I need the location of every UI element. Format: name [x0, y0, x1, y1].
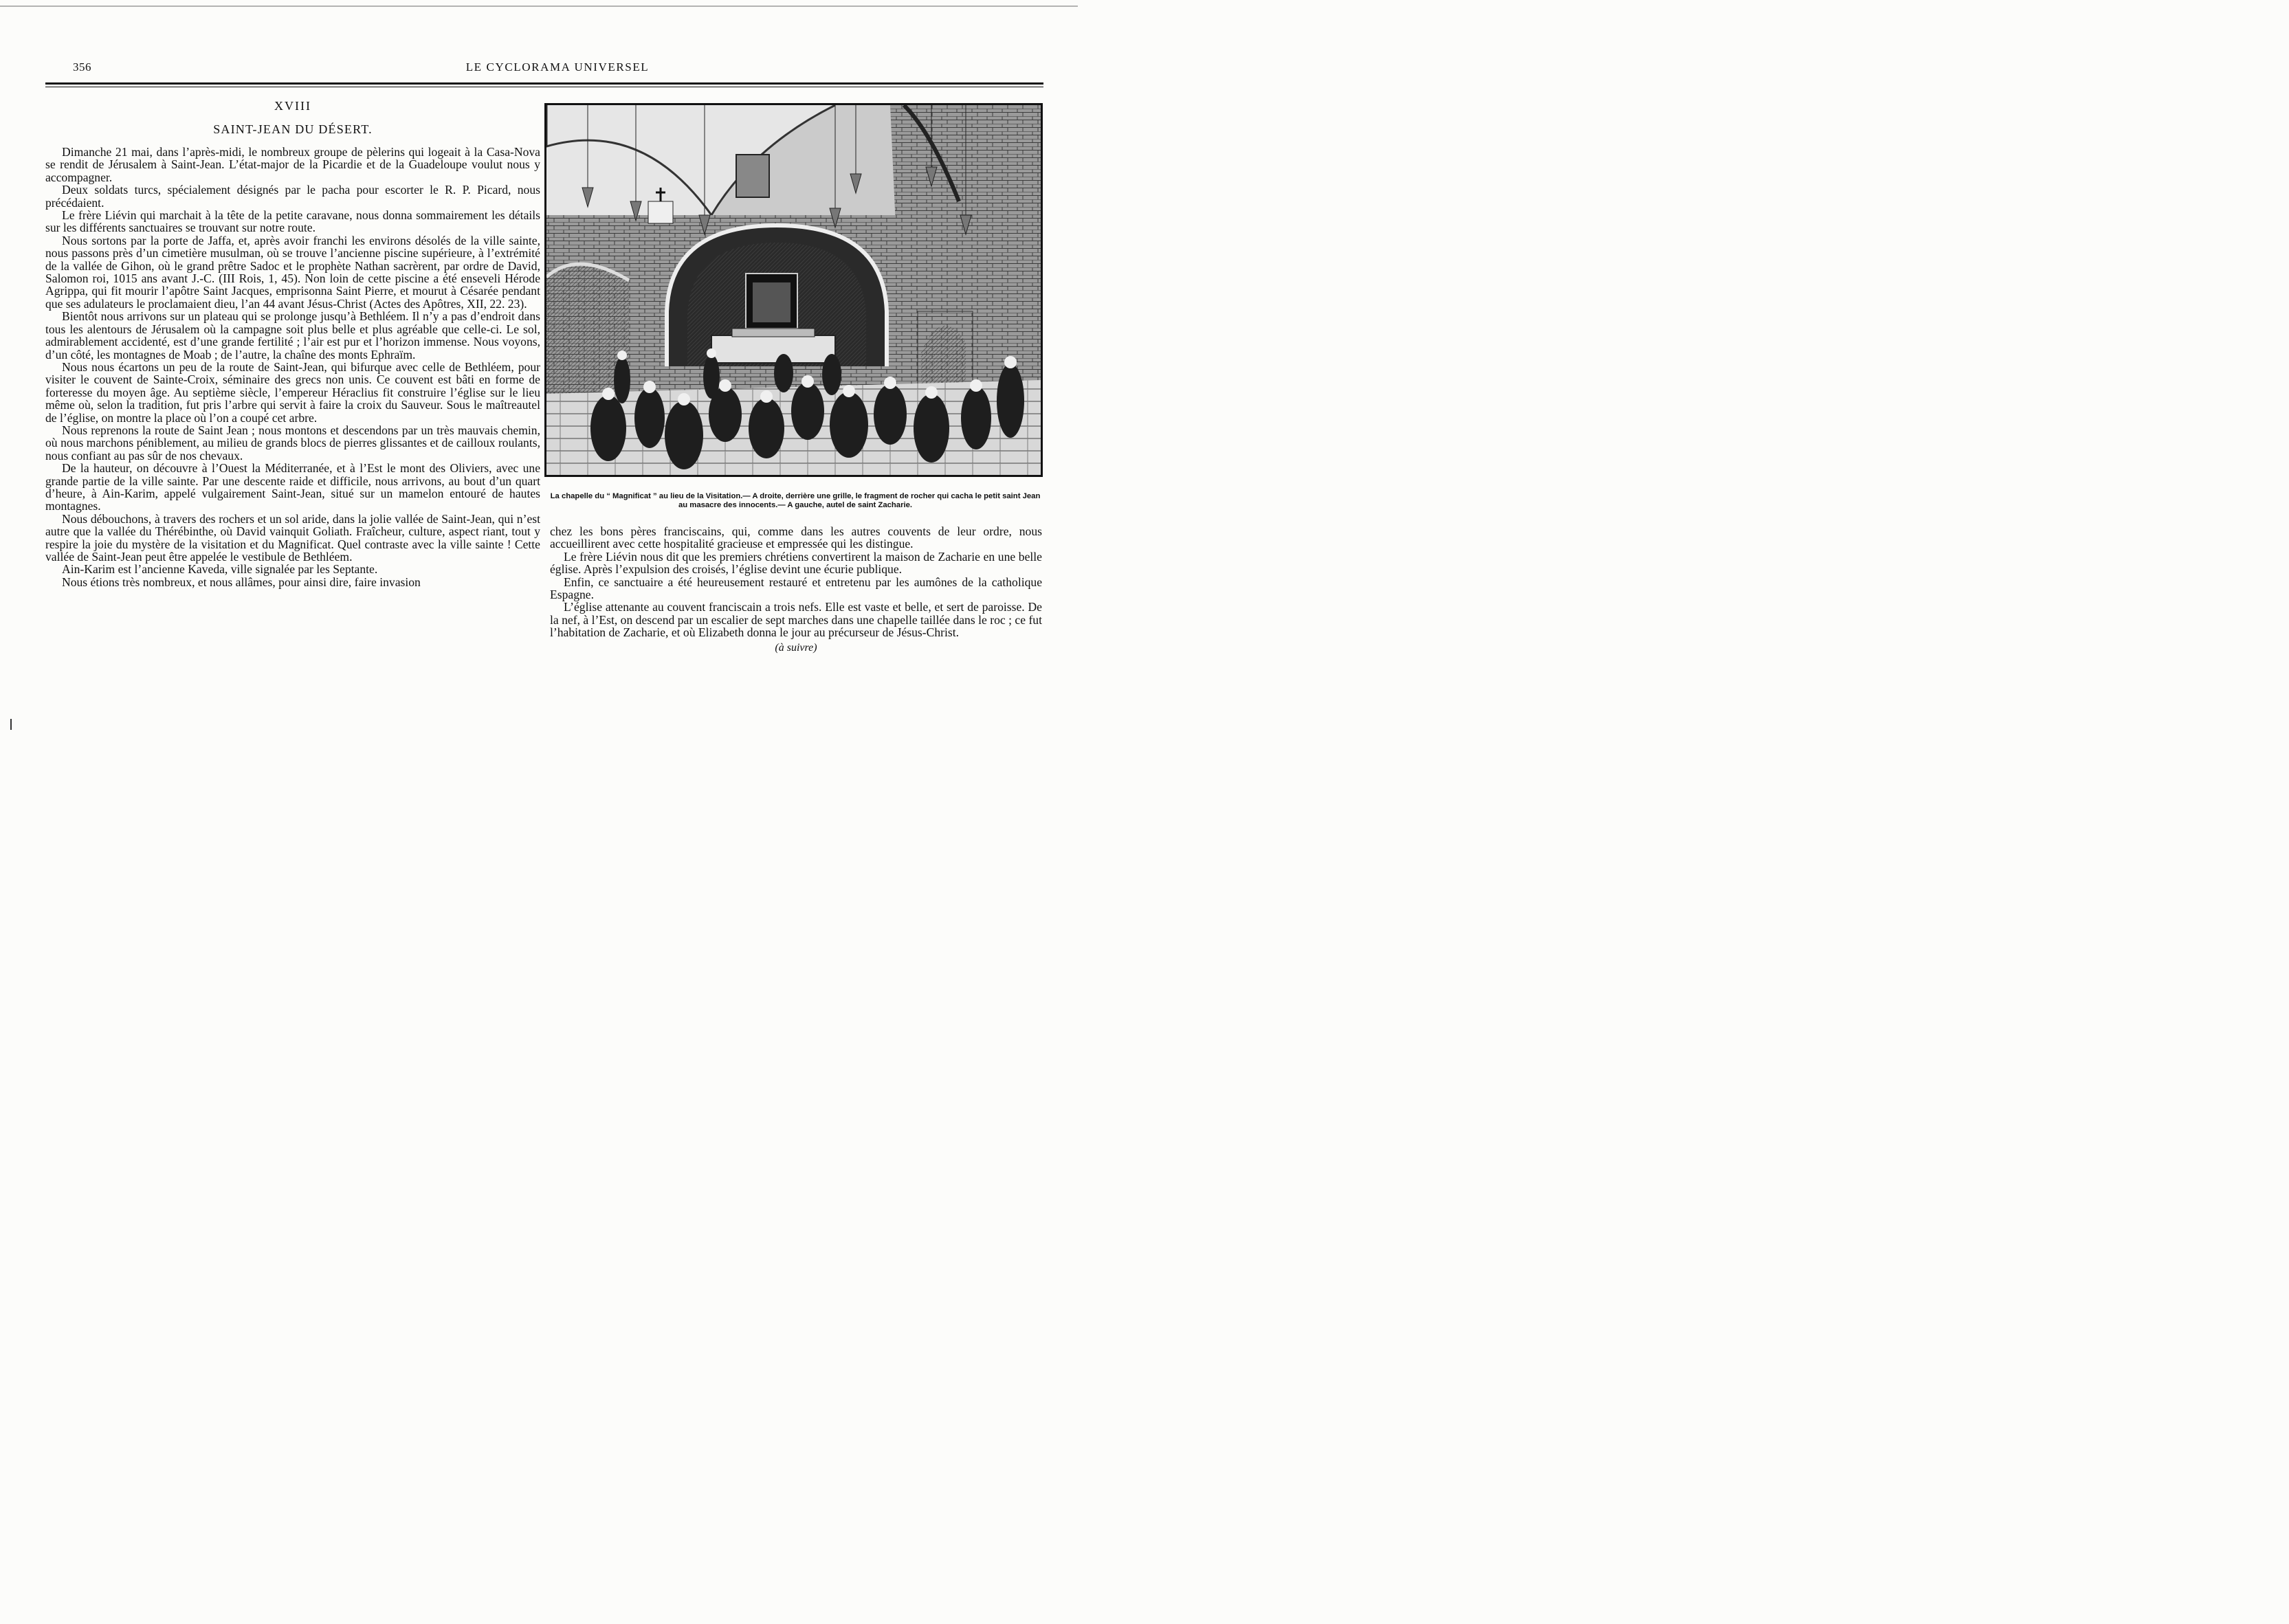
- margin-mark: [10, 719, 12, 730]
- chapel-illustration: [546, 105, 1041, 475]
- page-number: 356: [73, 60, 91, 74]
- section-number: XVIII: [274, 99, 311, 113]
- chapel-engraving: [544, 103, 1043, 477]
- paragraph: Le frère Liévin nous dit que les premiers chrétiens convertirent la maison de Zacharie en une belle église. Après l’expulsion des croisés, l’église devint une écurie publique.: [550, 549, 1042, 577]
- paragraph: Nous étions très nombreux, et nous allâmes, pour ainsi dire, faire invasion: [62, 575, 421, 589]
- paragraph: Enfin, ce sanctuaire a été heureusement restauré et entretenu par les aumônes de la catholique Espagne.: [550, 575, 1042, 602]
- figure-caption: La chapelle du “ Magnificat ” au lieu de la Visitation.— A droite, derrière une grille, le fragment de rocher qui cacha le petit saint Jean au masacre des innocents.— A gauche, autel de saint Zacharie.: [550, 492, 1041, 509]
- paragraph: L’église attenante au couvent franciscain a trois nefs. Elle est vaste et belle, et sert de paroisse. De la nef, à l’Est, on descend par un escalier de sept marches dans une chapelle taillée dans le roc ; ce fut l’habitation de Zacharie, et où Elizabeth donna le jour au précurseur de Jésus-Christ.: [550, 600, 1042, 640]
- paragraph: Ain-Karim est l’ancienne Kaveda, ville signalée par les Septante.: [62, 562, 378, 577]
- paragraph: Le frère Liévin qui marchait à la tête de la petite caravane, nous donna sommairement les détails sur les différents sanctuaires se trouvant sur notre route.: [45, 208, 540, 235]
- paragraph: Bientôt nous arrivons sur un plateau qui se prolonge jusqu’à Bethléem. Il n’y a pas d’endroit dans tous les alentours de Jérusalem où la campagne soit plus belle et plus agréable que celle-ci. Le sol, admirablement accidenté, est d’une grande fertilité ; l’air est pur et l’horizon immense. Nous voyons, d’un côté, les montagnes de Moab ; de l’autre, la chaîne des monts Ephraïm.: [45, 309, 540, 361]
- running-title: LE CYCLORAMA UNIVERSEL: [465, 60, 650, 74]
- left-column: [45, 96, 540, 588]
- paragraph: Nous reprenons la route de Saint Jean ; nous montons et descendons par un très mauvais chemin, où nous marchons péniblement, au milieu de grands blocs de pierres glissantes et de cailloux roulants, nous confiant au pas sûr de nos chevaux.: [45, 423, 540, 463]
- continuation-note: (à suivre): [775, 641, 817, 654]
- header-rule-thick: [45, 82, 1043, 85]
- paragraph: Nous débouchons, à travers des rochers et un sol aride, dans la jolie vallée de Saint-Jean, qui n’est autre que la vallée du Thérébinthe, où David vainquit Goliath. Fraîcheur, culture, aspect riant, tout y respire la joie du mystère de la visitation et du Magnificat. Quel contraste avec la ville sainte ! Cette vallée de Saint-Jean peut être appelée le vestibule de Bethléem.: [45, 511, 540, 564]
- section-title: SAINT-JEAN DU DÉSERT.: [213, 122, 373, 136]
- paragraph: Dimanche 21 mai, dans l’après-midi, le nombreux groupe de pèlerins qui logeait à la Casa-Nova se rendit de Jérusalem à Saint-Jean. L’état-major de la Picardie et de la Guadeloupe voulut nous y accompagner.: [45, 145, 540, 184]
- scan-edge-line: [0, 5, 1078, 7]
- paragraph: Nous nous écartons un peu de la route de Saint-Jean, qui bifurque avec celle de Bethléem, pour visiter le couvent de Sainte-Croix, séminaire des grecs non unis. Ce couvent est bâti en forme de forteresse du moyen âge. Au septième siècle, l’empereur Héraclius fit construire l’église sur le lieu même où, selon la tradition, fut pris l’arbre qui servit à faire la croix du Sauveur. Sous le maîtreautel de l’église, on montre la place où l’on a coupé cet arbre.: [45, 359, 540, 425]
- paragraph: chez les bons pères franciscains, qui, comme dans les autres couvents de leur ordre, nous accueillirent avec cette hospitalité gracieuse et empressée qui les distingue.: [550, 524, 1042, 551]
- paragraph: Deux soldats turcs, spécialement désignés par le pacha pour escorter le R. P. Picard, nous précédaient.: [45, 183, 540, 210]
- paragraph: Nous sortons par la porte de Jaffa, et, après avoir franchi les environs désolés de la ville sainte, nous passons près d’un cimetière musulman, où se trouve l’ancienne piscine supérieure, à l’extrémité de la vallée de Gihon, où le grand prêtre Sadoc et le prophète Nathan sacrèrent, par ordre de David, Salomon roi, 1015 ans avant J.-C. (III Rois, 1, 45). Non loin de cette piscine a été enseveli Hérode Agrippa, qui fit mourir l’apôtre Saint Jacques, emprisonna Saint Pierre, et mourut à Césarée pendant que ses adulateurs le proclamaient dieu, l’an 44 avant Jésus-Christ (Actes des Apôtres, XII, 22. 23).: [45, 233, 540, 311]
- page-header: [73, 60, 1042, 78]
- right-column: [550, 525, 1042, 654]
- paragraph: De la hauteur, on découvre à l’Ouest la Méditerranée, et à l’Est le mont des Oliviers, avec une grande partie de la ville sainte. Par une descente raide et difficile, nous arrivons, au bout d’un quart d’heure, à Ain-Karim, appelé vulgairement Saint-Jean, situé sur un mamelon entouré de hautes montagnes.: [45, 461, 540, 513]
